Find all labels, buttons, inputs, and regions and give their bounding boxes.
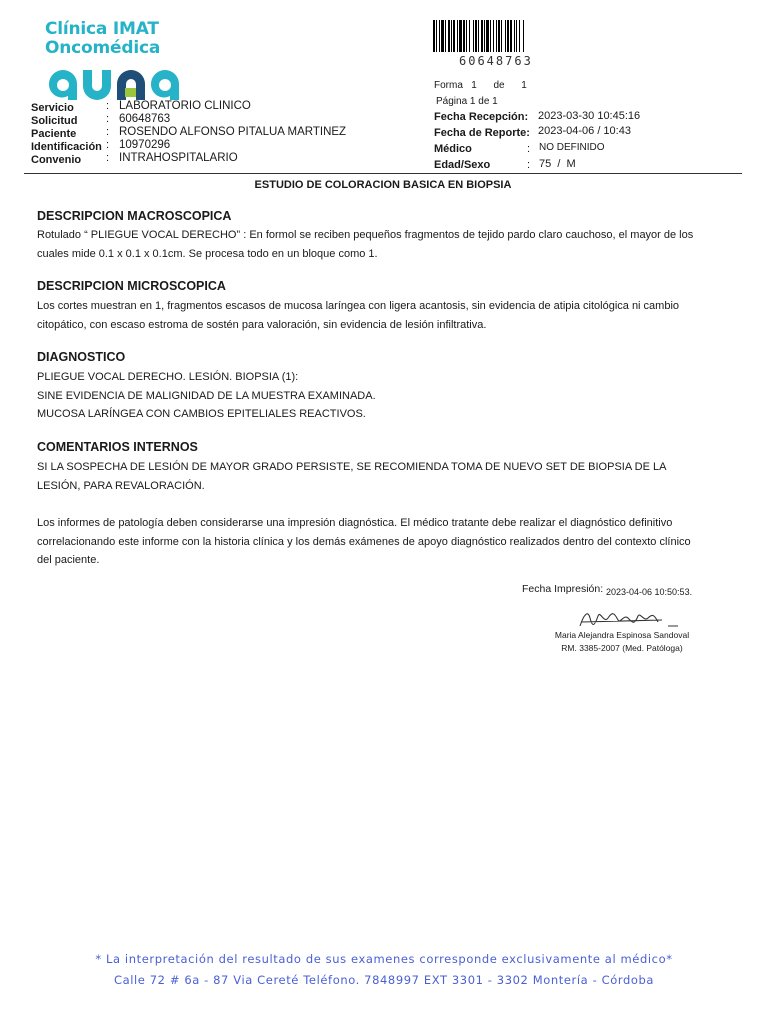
diagnostico-text [37, 368, 727, 424]
colon: : [106, 100, 110, 112]
solicitud-label: Solicitud [31, 115, 78, 127]
micro-text [37, 297, 727, 334]
edad-sexo-label: Edad/Sexo [434, 159, 491, 171]
macro-title: DESCRIPCION MACROSCOPICA [37, 209, 232, 223]
edad-sexo-value: 75 / M [539, 158, 576, 170]
text-line: Los informes de patología deben considerarse una impresión diagnóstica. El médico tratante debe realizar el diagnóstico definitivo [37, 517, 673, 529]
print-date-value: 2023-04-06 10:50:53. [606, 587, 693, 597]
convenio-label: Convenio [31, 154, 82, 166]
pagina-text: Página 1 de 1 [436, 96, 498, 107]
signature-rm: RM. 3385-2007 (Med. Patóloga) [561, 643, 683, 653]
fecha-reporte-label: Fecha de Reporte: [434, 127, 530, 139]
medico-label: Médico [434, 143, 472, 155]
text-line: MUCOSA LARÍNGEA CON CAMBIOS EPITELIALES REACTIVOS. [37, 408, 366, 420]
convenio-value: INTRAHOSPITALARIO [119, 152, 238, 164]
text-line: SINE EVIDENCIA DE MALIGNIDAD DE LA MUESTRA EXAMINADA. [37, 389, 376, 402]
text-line: LESIÓN, PARA REVALORACIÓN. [37, 479, 205, 492]
barcode-number: 60648763 [459, 54, 533, 68]
text-line: Los cortes muestran en 1, fragmentos escasos de mucosa laríngea con ligera acantosis, sin evidencia de atipia citológica ni cambio [37, 300, 680, 312]
barcode [433, 20, 525, 52]
signature-name: Maria Alejandra Espinosa Sandoval [554, 630, 690, 640]
auna-logo [45, 66, 187, 102]
header-divider [24, 173, 742, 174]
colon: : [106, 152, 110, 164]
macro-text [37, 226, 727, 263]
paciente-label: Paciente [31, 128, 77, 140]
forma-text: Forma 1 de 1 [434, 80, 527, 91]
identificacion-value: 10970296 [119, 139, 171, 151]
text-line: Rotulado “ PLIEGUE VOCAL DERECHO” : En formol se reciben pequeños fragmentos de tejido pardo claro cauchoso, el mayor de los [37, 229, 694, 241]
servicio-value: LABORATORIO CLINICO [119, 100, 251, 112]
servicio-label: Servicio [31, 102, 74, 114]
micro-title: DESCRIPCION MICROSCOPICA [37, 279, 226, 293]
solicitud-value: 60648763 [119, 113, 171, 125]
colon: : [106, 139, 110, 151]
diagnostico-title: DIAGNOSTICO [37, 350, 126, 364]
clinic-name-line1: Clínica IMAT [45, 19, 159, 39]
fecha-recepcion-value: 2023-03-30 10:45:16 [538, 110, 641, 122]
colon: : [106, 113, 110, 125]
colon: : [527, 143, 531, 155]
fecha-recepcion-label: Fecha Recepción: [434, 111, 529, 123]
colon: : [106, 126, 110, 138]
text-line: citopático, con escaso estroma de sostén para valoración, sin evidencia de lesión infiltrativa. [37, 318, 487, 331]
disclaimer-text [37, 514, 727, 570]
comentarios-text [37, 458, 727, 495]
footer-address: Calle 72 # 6a - 87 Via Cereté Teléfono. 7848997 EXT 3301 - 3302 Montería - Córdoba [113, 973, 655, 987]
text-line: correlacionando este informe con la historia clínica y los demás exámenes de apoyo diagnóstico realizados dentro del contexto clínico [37, 535, 691, 548]
comentarios-title: COMENTARIOS INTERNOS [37, 440, 198, 454]
clinic-name-line2: Oncomédica [45, 38, 161, 58]
print-date-label: Fecha Impresión: [522, 583, 604, 595]
study-title: ESTUDIO DE COLORACION BASICA EN BIOPSIA [254, 179, 512, 191]
text-line: PLIEGUE VOCAL DERECHO. LESIÓN. BIOPSIA (1): [37, 371, 299, 383]
footer-disclaimer: * La interpretación del resultado de sus examenes corresponde exclusivamente al médico* [95, 952, 673, 966]
medico-value: NO DEFINIDO [539, 142, 605, 153]
colon: : [527, 159, 531, 171]
text-line: cuales mide 0.1 x 0.1 x 0.1cm. Se procesa todo en un bloque como 1. [37, 247, 378, 260]
text-line: SI LA SOSPECHA DE LESIÓN DE MAYOR GRADO PERSISTE, SE RECOMIENDA TOMA DE NUEVO SET DE BIOPSIA DE LA [37, 461, 667, 473]
paciente-value: ROSENDO ALFONSO PITALUA MARTINEZ [119, 126, 347, 138]
identificacion-label: Identificación [31, 141, 102, 153]
barcode-bar [524, 20, 525, 52]
barcode-bars [433, 20, 525, 52]
text-line: del paciente. [37, 554, 100, 566]
fecha-reporte-value: 2023-04-06 / 10:43 [538, 125, 631, 137]
